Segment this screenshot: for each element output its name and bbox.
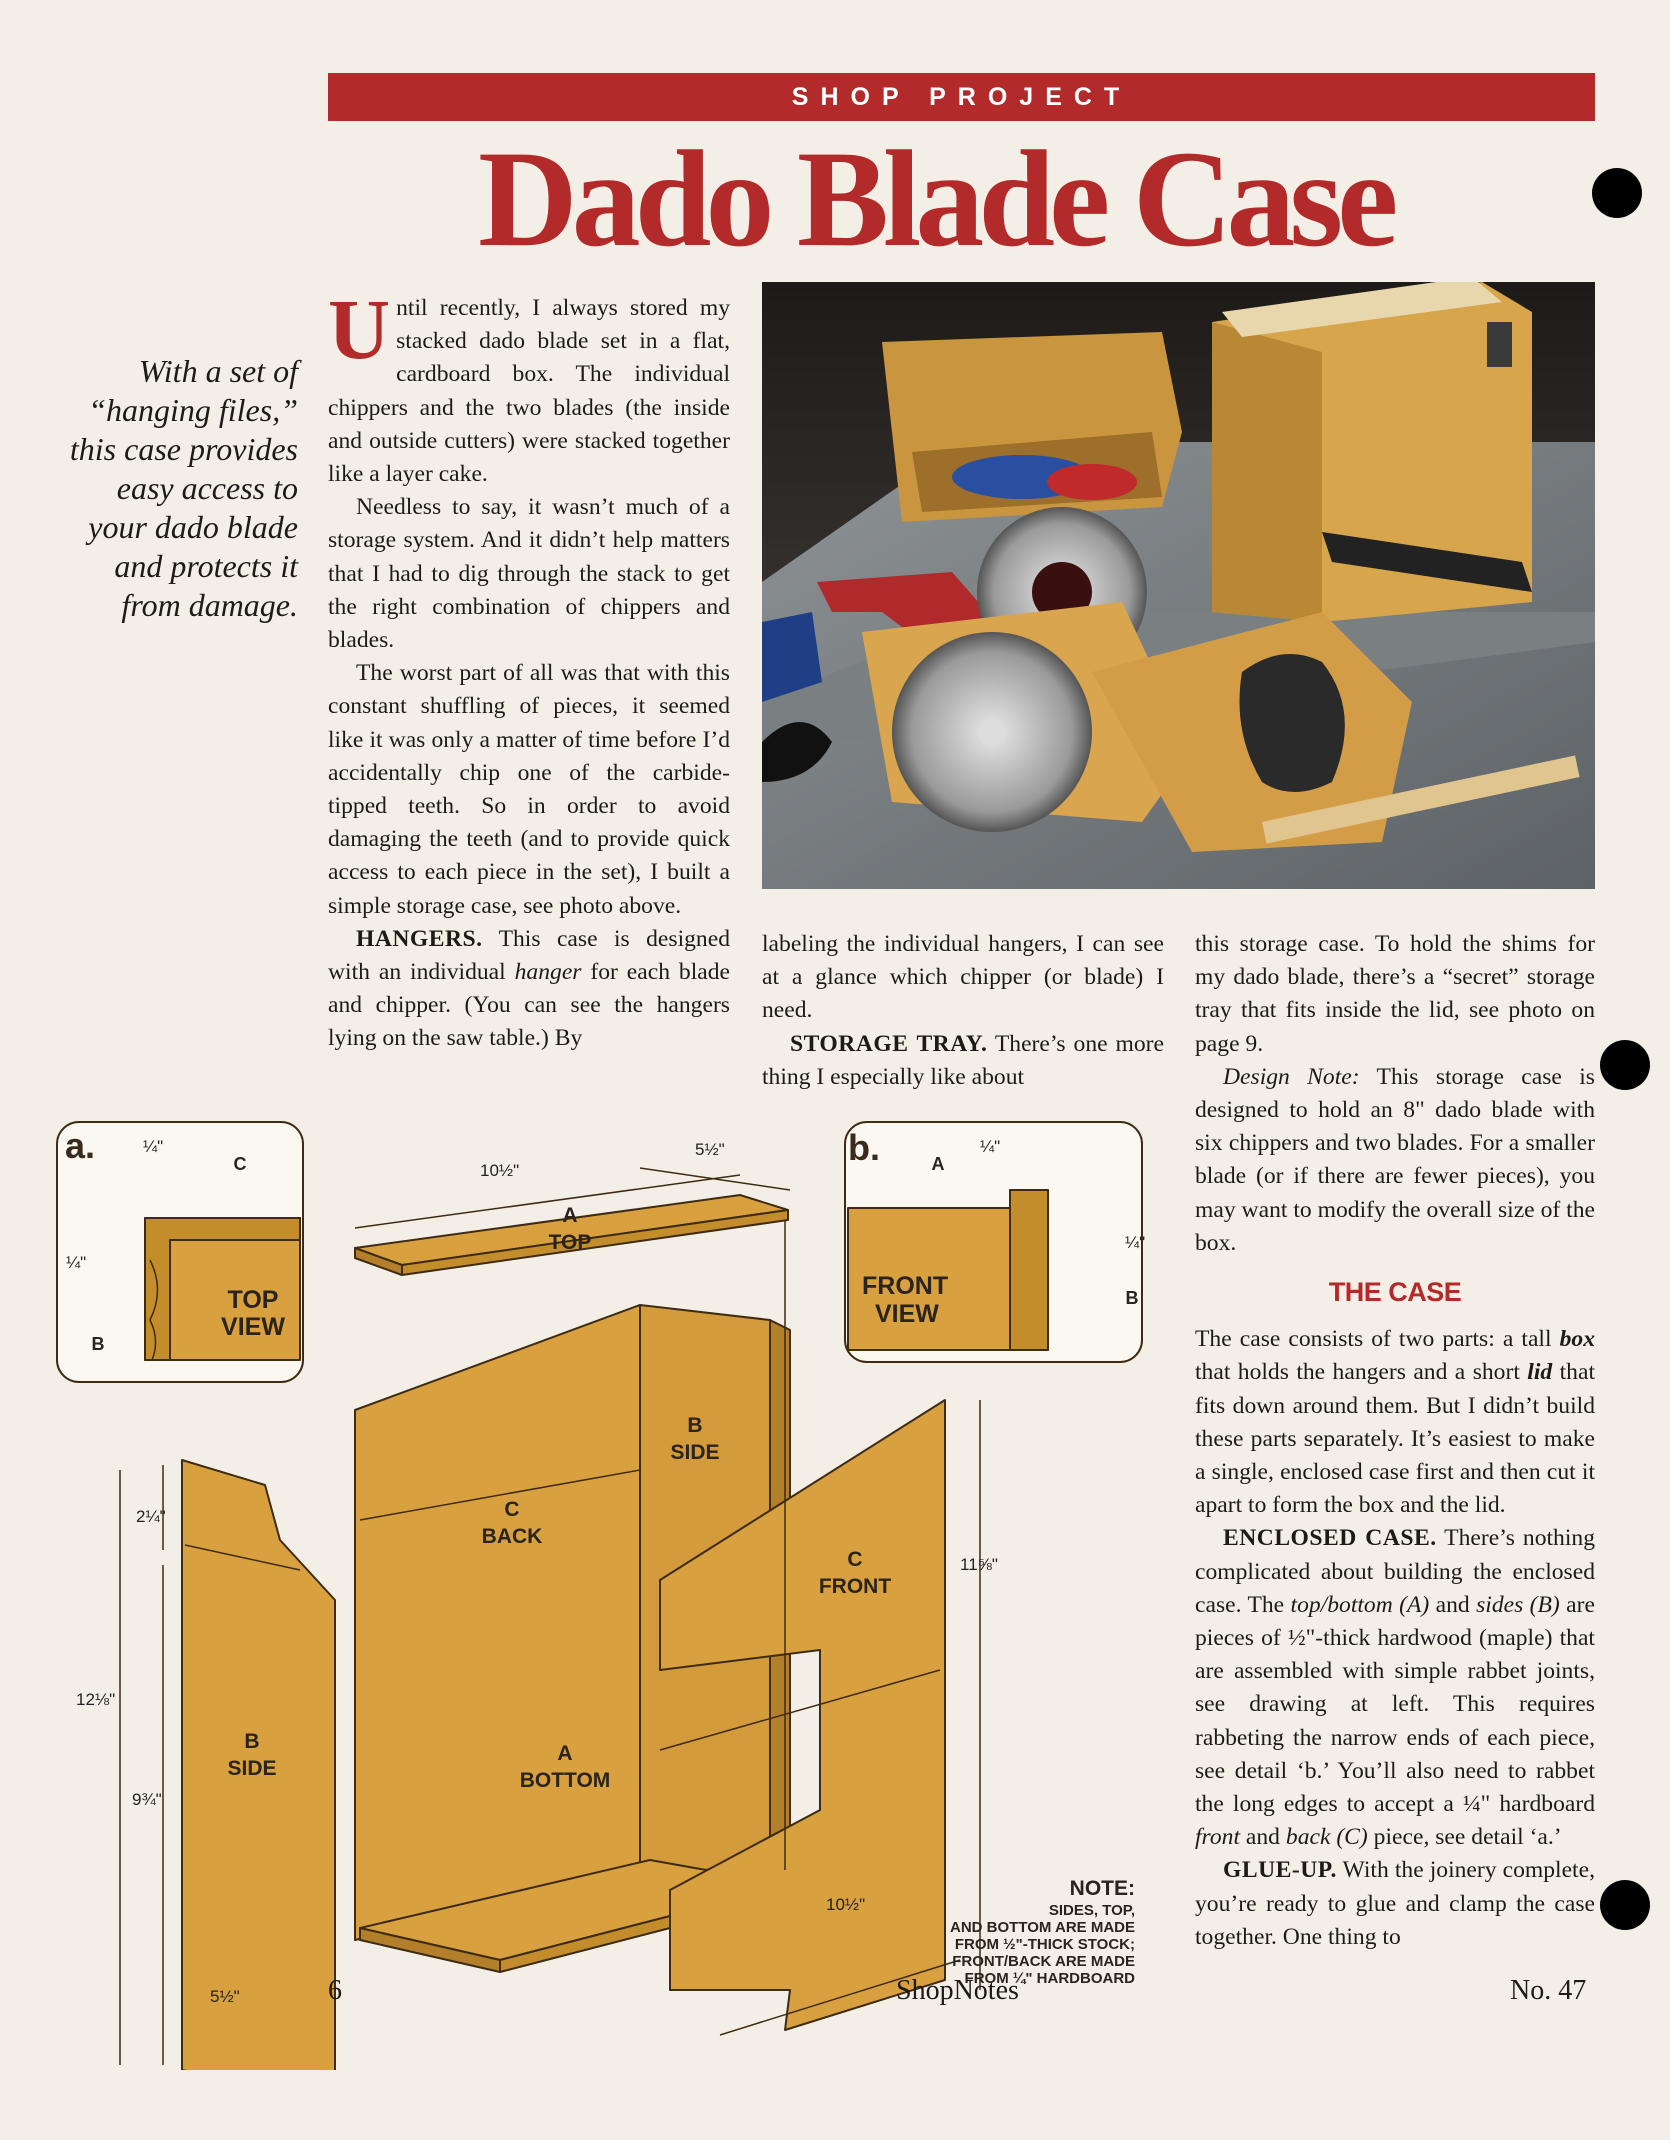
svg-text:¼": ¼" <box>1125 1233 1146 1252</box>
detail-b-label: b. <box>848 1127 880 1168</box>
svg-text:A: A <box>557 1742 573 1765</box>
page-title: Dado Blade Case <box>478 122 1393 275</box>
article-column-3: this storage case. To hold the shims for my dado blade, there’s a “secret” storage tray that fits inside the lid, see photo on page 9. Design Note: This storage case is designed to hold an 8" dado blade with six chippers and two blades. For a smaller blade (or if there are fewer pieces), you may want to modify the overall size of the box. THE CASE The case consists of two parts: a tall box that holds the hangers and a short lid that fits down around them. But I didn’t build these parts separately. It’s easiest to make a single, enclosed case first and then cut it apart to form the box and the lid. ENCLOSED CASE. There’s nothing complicated about building the enclosed case. The top/bottom (A) and sides (B) are pieces of ½"-thick hardwood (maple) that are assembled with simple rabbet joints, see drawing at left. This requires rabbeting the narrow ends of each piece, see detail ‘b.’ You’ll also need to rabbet the long edges to accept a ¼" hardboard front and back (C) piece, see detail ‘a.’ GLUE-UP. With the joinery complete, you’re ready to glue and clamp the case together. One thing to <box>1195 931 1596 1950</box>
svg-text:C: C <box>504 1498 520 1521</box>
page-number: 6 <box>328 1975 342 2006</box>
issue-number: No. 47 <box>1510 1975 1587 2006</box>
detail-b-view: FRONT <box>862 1272 949 1300</box>
part-label-front: FRONT <box>818 1575 892 1598</box>
svg-text:B: B <box>1125 1288 1139 1308</box>
detail-a-label: a. <box>65 1125 96 1166</box>
diagram-note <box>950 1877 1135 1987</box>
section-label: SHOP PROJECT <box>791 82 1132 111</box>
magazine-name: ShopNotes <box>896 1975 1019 2006</box>
svg-text:A: A <box>931 1154 945 1174</box>
binder-hole <box>1600 1880 1650 1930</box>
part-label-letter: A <box>562 1204 578 1227</box>
dim-side-height: 12⅛" <box>76 1690 116 1709</box>
svg-text:C: C <box>847 1548 863 1571</box>
dim-top-length: 10½" <box>480 1161 520 1180</box>
part-label-side-left: SIDE <box>227 1757 277 1780</box>
part-back <box>355 1305 640 1940</box>
article-column-2: labeling the individual hangers, I can see at a glance which chipper (or blade) I need. STORAGE TRAY. There’s one more thing I especially like about <box>762 931 1165 1090</box>
svg-text:VIEW: VIEW <box>221 1313 285 1341</box>
section-banner <box>328 73 1595 121</box>
part-label-side-back: SIDE <box>670 1441 720 1464</box>
drop-cap: U <box>328 281 391 377</box>
dim-bottom-length: 10½" <box>826 1895 866 1914</box>
svg-text:¼": ¼" <box>980 1137 1001 1156</box>
svg-text:B: B <box>91 1334 105 1354</box>
svg-text:FROM ¼" HARDBOARD: FROM ¼" HARDBOARD <box>964 1970 1135 1987</box>
dim-side-lower: 9¾" <box>132 1790 162 1809</box>
svg-text:AND BOTTOM ARE MADE: AND BOTTOM ARE MADE <box>950 1919 1135 1936</box>
dim-side-width: 5½" <box>210 1987 240 2006</box>
exploded-diagram <box>0 1110 1190 2070</box>
svg-text:FRONT/BACK ARE MADE: FRONT/BACK ARE MADE <box>952 1953 1135 1970</box>
svg-text:¼": ¼" <box>66 1253 87 1272</box>
detail-a-view: TOP <box>227 1286 279 1314</box>
svg-text:SIDES, TOP,: SIDES, TOP, <box>1048 1902 1135 1919</box>
pull-quote: With a set of “hanging files,” this case provides easy access to your dado blade and protects it from damage. <box>69 353 298 623</box>
dim-side-upper: 2¼" <box>136 1507 166 1526</box>
part-label-back: BACK <box>481 1525 543 1548</box>
svg-text:FROM ½"-THICK STOCK;: FROM ½"-THICK STOCK; <box>954 1936 1135 1953</box>
dim-top-width: 5½" <box>695 1140 725 1159</box>
svg-text:C: C <box>233 1154 247 1174</box>
part-label-bottom: BOTTOM <box>519 1769 611 1792</box>
svg-text:B: B <box>244 1730 260 1753</box>
binder-hole <box>1600 1040 1650 1090</box>
svg-text:¼": ¼" <box>143 1137 164 1156</box>
binder-hole <box>1592 168 1642 218</box>
part-label-top: TOP <box>548 1231 592 1254</box>
dim-height: 11⅝" <box>960 1555 998 1574</box>
svg-text:NOTE:: NOTE: <box>1069 1877 1135 1900</box>
article-column-1: Until recently, I always stored my stacked dado blade set in a flat, cardboard box. The individual chippers and the two blades (the inside and outside cutters) were stacked together like a layer cake. Needless to say, it wasn’t much of a storage system. And it didn’t help matters that I had to dig through the stack to get the right combination of chippers and blades. The worst part of all was that with this constant shuffling of pieces, it seemed like it was only a matter of time before I’d accidentally chip one of the carbide-tipped teeth. So in order to avoid damaging the teeth (and to provide quick access to each piece in the set), I built a simple storage case, see photo above. HANGERS. This case is designed with an individual hanger for each blade and chipper. (You can see the hangers lying on the saw table.) By <box>328 281 731 1052</box>
case-photo <box>762 282 1595 889</box>
subhead-the-case: THE CASE <box>1328 1277 1462 1308</box>
svg-text:B: B <box>687 1414 703 1437</box>
svg-text:VIEW: VIEW <box>875 1300 939 1328</box>
